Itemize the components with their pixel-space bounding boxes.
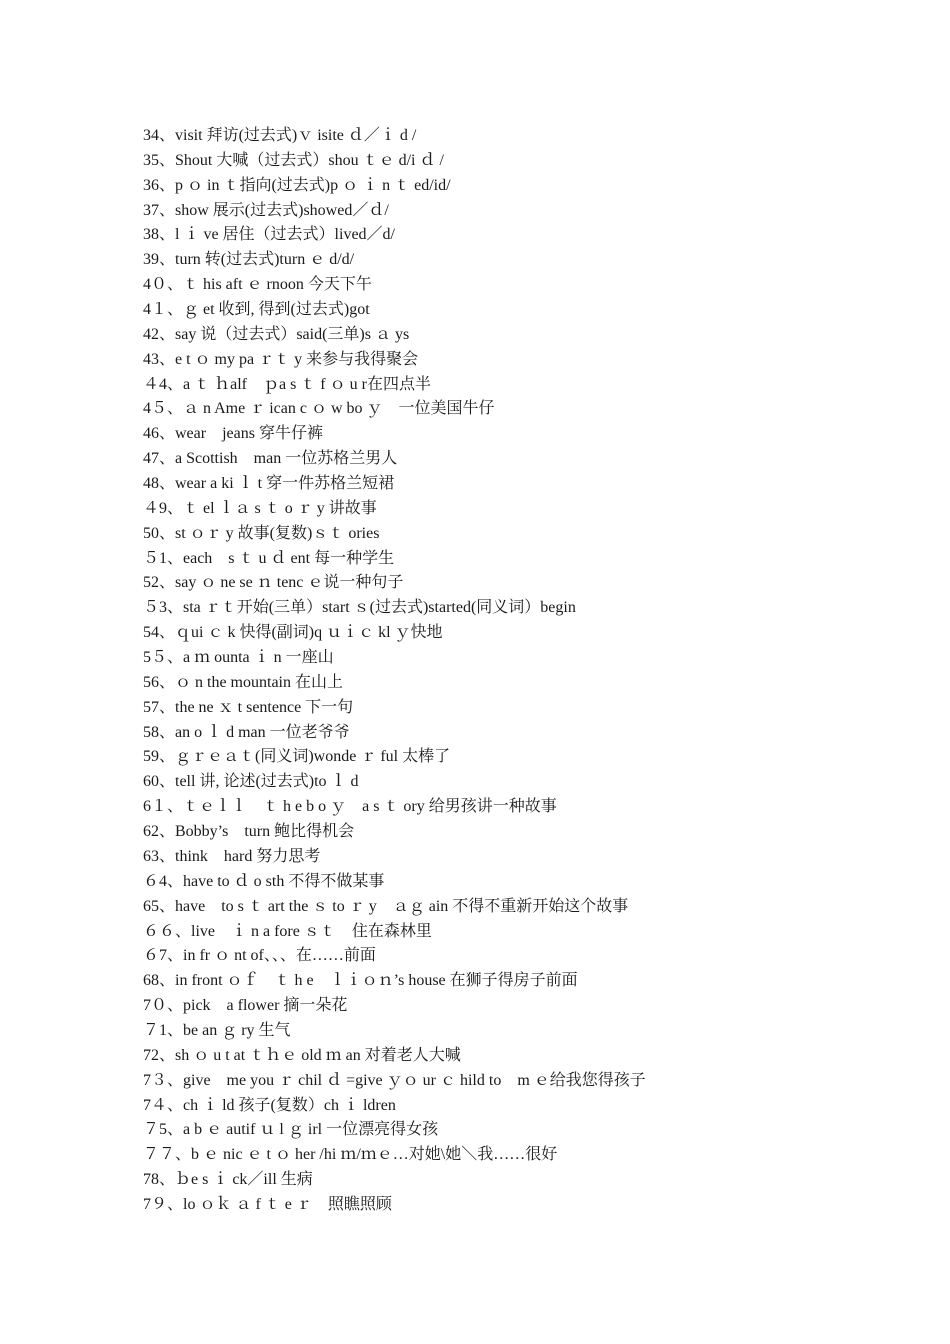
vocab-line: ５3、sta ｒｔ开始(三单）start ｓ(过去式)started(同义词）begin <box>143 599 576 617</box>
vocab-line: ６６、live ｉ n a fore ｓｔ 住在森林里 <box>143 922 432 940</box>
vocab-line: 78、ｂe s ｉ ck／ill 生病 <box>143 1171 313 1189</box>
vocab-line: 60、tell 讲, 论述(过去式)to ｌ d <box>143 773 359 791</box>
vocab-line: 62、Bobby’s turn 鲍比得机会 <box>143 823 355 841</box>
vocab-line: 36、p ｏ in ｔ指向(过去式)p ｏ ｉ n ｔ ed/id/ <box>143 176 451 194</box>
vocab-line: 63、think hard 努力思考 <box>143 847 321 865</box>
vocab-line: ７７、b ｅ nic ｅ t ｏ her /hi ｍ/ｍｅ…对她\她＼我……很好 <box>143 1146 558 1164</box>
vocab-line: ４9、ｔ el ｌａ s ｔ o ｒ y 讲故事 <box>143 499 377 517</box>
vocab-line: 7４、ch ｉ ld 孩子(复数）ch ｉ ldren <box>143 1096 396 1114</box>
vocab-line: 39、turn 转(过去式)turn ｅ d/d/ <box>143 251 355 269</box>
vocab-line: 56、ｏ n the mountain 在山上 <box>143 673 343 691</box>
vocabulary-list <box>143 124 903 1218</box>
vocab-line: ６4、have to ｄ o sth 不得不做某事 <box>143 872 385 890</box>
vocab-line: 50、st ｏｒ y 故事(复数)ｓｔ ories <box>143 524 380 542</box>
vocab-line: 52、say ｏ ne se ｎ tenc ｅ说一种句子 <box>143 574 404 592</box>
vocab-line: 6１、ｔｅｌｌ ｔ h e b o ｙ a s ｔ ory 给男孩讲一种故事 <box>143 798 557 816</box>
vocab-line: 7３、give me you ｒ chil ｄ =give ｙｏ ur ｃ hild to m ｅ给我您得孩子 <box>143 1071 646 1089</box>
vocab-line: 46、wear jeans 穿牛仔裤 <box>143 425 323 443</box>
vocab-line: 38、l ｉ ve 居住（过去式）lived／d/ <box>143 226 395 244</box>
vocab-line: 7９、lo ｏｋ ａ f ｔ e ｒ 照瞧照顾 <box>143 1195 392 1213</box>
vocab-line: 5５、a ｍ ounta ｉ n 一座山 <box>143 649 334 667</box>
vocab-line: 57、the ne ｘ t sentence 下一句 <box>143 698 354 716</box>
vocab-line: ４4、a ｔ ｈalf ｐa s ｔ f ｏ u r在四点半 <box>143 375 431 393</box>
vocab-line: 47、a Scottish man 一位苏格兰男人 <box>143 450 398 468</box>
vocab-line: 4５、ａ n Ame ｒ ican c ｏ w bo ｙ 一位美国牛仔 <box>143 400 495 418</box>
vocab-line: ７5、a b ｅ autif ｕ l ｇ irl 一位漂亮得女孩 <box>143 1121 439 1139</box>
vocab-line: 48、wear a ki ｌ t 穿一件苏格兰短裙 <box>143 475 395 493</box>
vocab-line: 4１、ｇ et 收到, 得到(过去式)got <box>143 301 370 319</box>
vocab-line: 43、e t ｏ my pa ｒｔ y 来参与我得聚会 <box>143 350 419 368</box>
vocab-line: 34、visit 拜访(过去式)ｖ isite ｄ／ｉ d / <box>143 127 417 144</box>
vocab-line: 59、ｇｒｅａｔ(同义词)wonde ｒ ful 太棒了 <box>143 748 451 766</box>
vocab-line: 42、say 说（过去式）said(三单)s ａ ys <box>143 325 410 343</box>
vocab-line: 58、an o ｌ d man 一位老爷爷 <box>143 723 350 741</box>
vocab-line: 35、Shout 大喊（过去式）shou ｔｅ d/i ｄ / <box>143 151 444 169</box>
vocab-line: ６7、in fr ｏ nt of、、、在……前面 <box>143 947 376 965</box>
vocab-line: 54、ｑui ｃ k 快得(副词)q ｕｉｃ kl ｙ快地 <box>143 624 443 642</box>
vocab-line: ５1、each s ｔ u ｄ ent 每一种学生 <box>143 549 395 567</box>
vocab-line: 72、sh ｏ u t at ｔｈｅ old ｍ an 对着老人大喊 <box>143 1046 461 1064</box>
vocab-line: ７1、be an ｇ ry 生气 <box>143 1021 291 1039</box>
vocab-line: 7０、pick a flower 摘一朵花 <box>143 997 348 1015</box>
vocab-line: 4０、ｔ his aft ｅ rnoon 今天下午 <box>143 276 372 294</box>
vocab-line: 65、have to s ｔ art the ｓ to ｒ y ａｇ ain 不得不重新开始这个故事 <box>143 897 629 915</box>
vocab-line: 37、show 展示(过去式)showed／ｄ/ <box>143 201 389 219</box>
vocab-line: 68、in front ｏｆ ｔ h e ｌｉｏｎ’s house 在狮子得房子前面 <box>143 972 578 990</box>
